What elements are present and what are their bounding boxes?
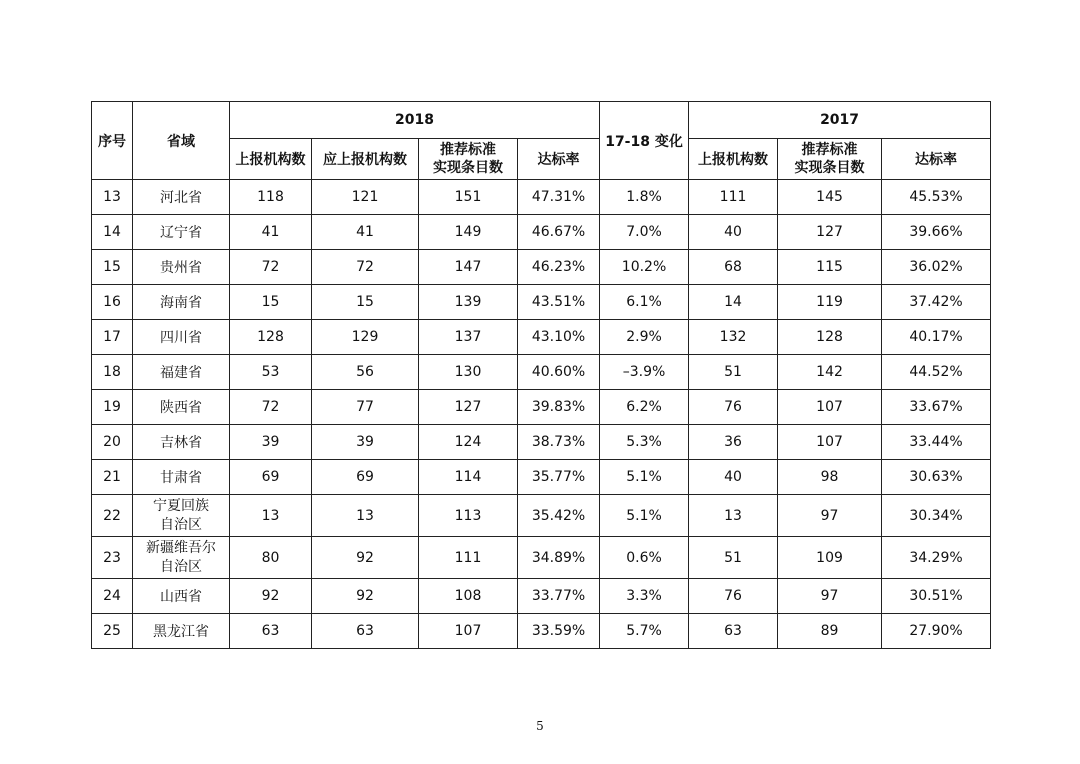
- cell-rate-2017: 39.66%: [882, 215, 991, 250]
- cell-seq: 24: [92, 579, 133, 614]
- cell-should-report-2018: 39: [312, 425, 419, 460]
- cell-rate-2018: 40.60%: [518, 355, 600, 390]
- cell-reported-2018: 128: [230, 320, 312, 355]
- cell-recommended-2018: 139: [419, 285, 518, 320]
- table-row: [92, 250, 991, 285]
- cell-should-report-2018: 69: [312, 460, 419, 495]
- table-row: [92, 495, 991, 537]
- cell-rate-2018: 33.59%: [518, 614, 600, 649]
- cell-rate-2018: 38.73%: [518, 425, 600, 460]
- group-2018-header: 2018: [230, 102, 600, 139]
- cell-rate-2017: 34.29%: [882, 537, 991, 579]
- cell-rate-2017: 37.42%: [882, 285, 991, 320]
- cell-rate-2017: 30.63%: [882, 460, 991, 495]
- cell-reported-2017: 68: [689, 250, 778, 285]
- col-rate-2018-header: 达标率: [518, 139, 600, 180]
- cell-seq: 25: [92, 614, 133, 649]
- cell-rate-2017: 33.44%: [882, 425, 991, 460]
- cell-reported-2017: 13: [689, 495, 778, 537]
- cell-should-report-2018: 15: [312, 285, 419, 320]
- table-body: [92, 180, 991, 649]
- cell-seq: 16: [92, 285, 133, 320]
- cell-should-report-2018: 129: [312, 320, 419, 355]
- col-change-header: 17-18 变化: [600, 102, 689, 180]
- cell-change: 10.2%: [600, 250, 689, 285]
- cell-should-report-2018: 72: [312, 250, 419, 285]
- cell-province: 陕西省: [133, 390, 230, 425]
- cell-recommended-2017: 107: [778, 390, 882, 425]
- header-line: 推荐标准: [440, 142, 496, 158]
- table-row: [92, 460, 991, 495]
- cell-change: 2.9%: [600, 320, 689, 355]
- header-line: 推荐标准: [801, 142, 858, 158]
- page-number: 5: [536, 719, 544, 733]
- cell-province: 山西省: [133, 579, 230, 614]
- cell-province: 福建省: [133, 355, 230, 390]
- cell-reported-2018: 15: [230, 285, 312, 320]
- cell-reported-2018: 63: [230, 614, 312, 649]
- cell-recommended-2018: 124: [419, 425, 518, 460]
- col-recommended-2017-header: [778, 139, 882, 180]
- cell-rate-2017: 33.67%: [882, 390, 991, 425]
- cell-rate-2017: 36.02%: [882, 250, 991, 285]
- group-2017-header: 2017: [689, 102, 991, 139]
- cell-should-report-2018: 92: [312, 537, 419, 579]
- cell-province: 甘肃省: [133, 460, 230, 495]
- cell-reported-2017: 111: [689, 180, 778, 215]
- cell-recommended-2017: 145: [778, 180, 882, 215]
- cell-rate-2018: 46.23%: [518, 250, 600, 285]
- cell-change: 5.1%: [600, 460, 689, 495]
- cell-recommended-2018: 113: [419, 495, 518, 537]
- cell-recommended-2018: 108: [419, 579, 518, 614]
- cell-reported-2017: 51: [689, 537, 778, 579]
- cell-reported-2018: 80: [230, 537, 312, 579]
- col-reported-2017-header: 上报机构数: [689, 139, 778, 180]
- cell-change: 7.0%: [600, 215, 689, 250]
- cell-rate-2018: 33.77%: [518, 579, 600, 614]
- cell-recommended-2017: 109: [778, 537, 882, 579]
- cell-rate-2018: 35.77%: [518, 460, 600, 495]
- cell-should-report-2018: 13: [312, 495, 419, 537]
- cell-recommended-2017: 98: [778, 460, 882, 495]
- cell-should-report-2018: 41: [312, 215, 419, 250]
- cell-recommended-2017: 89: [778, 614, 882, 649]
- cell-province: 黑龙江省: [133, 614, 230, 649]
- cell-rate-2017: 27.90%: [882, 614, 991, 649]
- cell-reported-2018: 69: [230, 460, 312, 495]
- cell-province: 吉林省: [133, 425, 230, 460]
- table-row: [92, 537, 991, 579]
- province-line: 自治区: [160, 516, 202, 533]
- cell-province: [133, 495, 230, 537]
- table-row: [92, 215, 991, 250]
- cell-should-report-2018: 92: [312, 579, 419, 614]
- cell-change: 1.8%: [600, 180, 689, 215]
- cell-province: 贵州省: [133, 250, 230, 285]
- cell-recommended-2018: 130: [419, 355, 518, 390]
- cell-rate-2017: 44.52%: [882, 355, 991, 390]
- cell-recommended-2018: 137: [419, 320, 518, 355]
- cell-rate-2018: 34.89%: [518, 537, 600, 579]
- cell-seq: 22: [92, 495, 133, 537]
- cell-reported-2017: 40: [689, 215, 778, 250]
- cell-recommended-2017: 142: [778, 355, 882, 390]
- cell-reported-2018: 41: [230, 215, 312, 250]
- cell-change: 6.2%: [600, 390, 689, 425]
- cell-province: 四川省: [133, 320, 230, 355]
- cell-recommended-2017: 97: [778, 579, 882, 614]
- cell-seq: 21: [92, 460, 133, 495]
- cell-recommended-2018: 114: [419, 460, 518, 495]
- table-row: [92, 579, 991, 614]
- cell-seq: 19: [92, 390, 133, 425]
- province-line: 自治区: [160, 558, 202, 575]
- cell-recommended-2018: 107: [419, 614, 518, 649]
- cell-change: 6.1%: [600, 285, 689, 320]
- cell-reported-2018: 39: [230, 425, 312, 460]
- cell-seq: 15: [92, 250, 133, 285]
- cell-rate-2017: 30.34%: [882, 495, 991, 537]
- table-row: [92, 390, 991, 425]
- cell-reported-2018: 118: [230, 180, 312, 215]
- col-seq-header: 序号: [92, 102, 133, 180]
- cell-province: 海南省: [133, 285, 230, 320]
- col-reported-2018-header: 上报机构数: [230, 139, 312, 180]
- cell-reported-2017: 51: [689, 355, 778, 390]
- cell-rate-2018: 35.42%: [518, 495, 600, 537]
- cell-should-report-2018: 121: [312, 180, 419, 215]
- col-recommended-2018-header: [419, 139, 518, 180]
- cell-recommended-2017: 107: [778, 425, 882, 460]
- cell-rate-2018: 46.67%: [518, 215, 600, 250]
- col-province-header: 省域: [133, 102, 230, 180]
- cell-recommended-2018: 127: [419, 390, 518, 425]
- table-row: [92, 614, 991, 649]
- cell-recommended-2017: 115: [778, 250, 882, 285]
- cell-recommended-2017: 127: [778, 215, 882, 250]
- table-row: [92, 285, 991, 320]
- cell-reported-2017: 36: [689, 425, 778, 460]
- header-line: 实现条目数: [433, 160, 503, 176]
- cell-rate-2018: 43.10%: [518, 320, 600, 355]
- col-should-report-2018-header: 应上报机构数: [312, 139, 419, 180]
- cell-recommended-2017: 128: [778, 320, 882, 355]
- cell-reported-2017: 76: [689, 579, 778, 614]
- cell-seq: 20: [92, 425, 133, 460]
- cell-reported-2017: 76: [689, 390, 778, 425]
- cell-should-report-2018: 56: [312, 355, 419, 390]
- cell-reported-2017: 132: [689, 320, 778, 355]
- cell-reported-2017: 63: [689, 614, 778, 649]
- cell-province: 辽宁省: [133, 215, 230, 250]
- table-row: [92, 180, 991, 215]
- cell-rate-2017: 30.51%: [882, 579, 991, 614]
- cell-seq: 18: [92, 355, 133, 390]
- cell-reported-2017: 40: [689, 460, 778, 495]
- cell-seq: 17: [92, 320, 133, 355]
- cell-change: 0.6%: [600, 537, 689, 579]
- cell-rate-2018: 39.83%: [518, 390, 600, 425]
- col-rate-2017-header: 达标率: [882, 139, 991, 180]
- cell-rate-2018: 43.51%: [518, 285, 600, 320]
- province-line: 宁夏回族: [153, 497, 209, 514]
- cell-recommended-2017: 119: [778, 285, 882, 320]
- cell-recommended-2018: 149: [419, 215, 518, 250]
- province-line: 新疆维吾尔: [146, 539, 216, 556]
- cell-change: 3.3%: [600, 579, 689, 614]
- cell-seq: 14: [92, 215, 133, 250]
- cell-recommended-2018: 111: [419, 537, 518, 579]
- cell-rate-2017: 40.17%: [882, 320, 991, 355]
- cell-reported-2018: 53: [230, 355, 312, 390]
- cell-seq: 13: [92, 180, 133, 215]
- cell-province: 河北省: [133, 180, 230, 215]
- cell-should-report-2018: 77: [312, 390, 419, 425]
- cell-reported-2018: 13: [230, 495, 312, 537]
- cell-change: 5.3%: [600, 425, 689, 460]
- table-row: [92, 355, 991, 390]
- cell-recommended-2018: 147: [419, 250, 518, 285]
- table-header: [92, 102, 991, 180]
- cell-seq: 23: [92, 537, 133, 579]
- header-line: 实现条目数: [794, 160, 865, 176]
- table-row: [92, 425, 991, 460]
- cell-rate-2018: 47.31%: [518, 180, 600, 215]
- cell-reported-2018: 92: [230, 579, 312, 614]
- cell-change: 5.7%: [600, 614, 689, 649]
- cell-recommended-2018: 151: [419, 180, 518, 215]
- cell-change: –3.9%: [600, 355, 689, 390]
- cell-province: [133, 537, 230, 579]
- province-compliance-table: [91, 101, 991, 649]
- cell-reported-2017: 14: [689, 285, 778, 320]
- cell-recommended-2017: 97: [778, 495, 882, 537]
- cell-should-report-2018: 63: [312, 614, 419, 649]
- cell-rate-2017: 45.53%: [882, 180, 991, 215]
- cell-change: 5.1%: [600, 495, 689, 537]
- cell-reported-2018: 72: [230, 250, 312, 285]
- table-row: [92, 320, 991, 355]
- cell-reported-2018: 72: [230, 390, 312, 425]
